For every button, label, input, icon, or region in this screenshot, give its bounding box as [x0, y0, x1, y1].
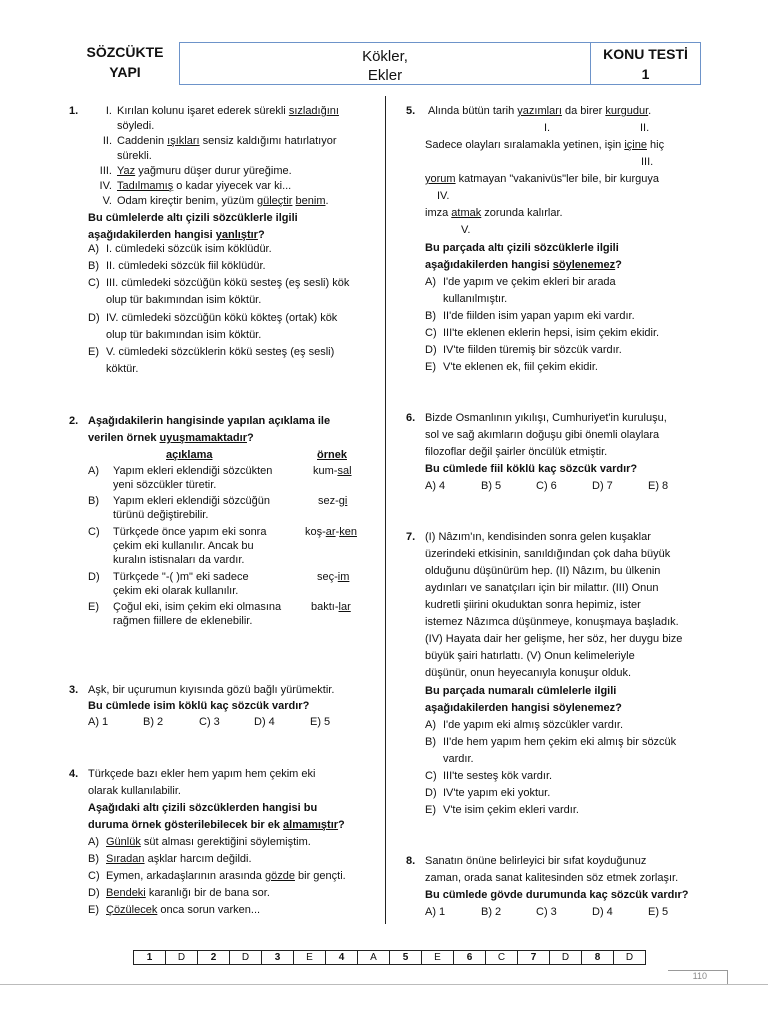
passage-line: aydınları ve sanatçıları için bir milattır. (III) Onun: [425, 582, 659, 594]
answer-key-number: 3: [262, 951, 294, 965]
question-stem: duruma örnek gösterilebilecek bir ek almamıştır?: [88, 819, 345, 831]
question-number: 4.: [69, 768, 79, 780]
question-stem: Bu cümlede fiil köklü kaç sözcük vardır?: [425, 463, 638, 475]
option-a[interactable]: A) I'de yapım ve çekim ekleri bir arada: [425, 276, 616, 288]
option-c[interactable]: C) 3: [199, 716, 220, 728]
underlined-word: Tadılmamış: [117, 180, 174, 192]
row-explanation: çekim eki olarak kullanılır.: [113, 585, 239, 597]
row-key[interactable]: B): [88, 495, 99, 507]
header-topic: [179, 42, 591, 85]
option-e[interactable]: E) 5: [648, 906, 669, 918]
answer-key-table: [133, 950, 646, 965]
header-test-label: [591, 42, 701, 85]
question-number: 5.: [406, 105, 416, 117]
row-explanation: rağmen fiillere de eklenebilir.: [113, 615, 253, 627]
passage-line: Sadece olayları sıralamakla yetinen, işin içine hiç: [425, 139, 665, 151]
option-c[interactable]: C) Eymen, arkadaşlarının arasında gözde bir gençti.: [88, 870, 346, 882]
passage-line: (IV) Hayata dair her gelişme, her söz, her duygu bize: [425, 633, 683, 645]
option-c[interactable]: C) 3: [536, 906, 557, 918]
option-e[interactable]: E) 5: [310, 716, 331, 728]
question-stem: verilen örnek uyuşmamaktadır?: [88, 432, 254, 444]
passage-line: Bizde Osmanlının yıkılışı, Cumhuriyet'in kuruluşu,: [425, 412, 667, 424]
question-text: olarak kullanılabilir.: [88, 785, 181, 797]
underlined-word: Yaz: [117, 165, 136, 177]
option-d[interactable]: D) IV'te fiilden türemiş bir sözcük vardır.: [425, 344, 622, 356]
option-a[interactable]: A) I. cümledeki sözcük isim köklüdür.: [88, 243, 272, 255]
roman-numeral: V.: [102, 195, 112, 207]
column-header-aciklama: açıklama: [166, 449, 213, 461]
option-b[interactable]: B) 5: [481, 480, 502, 492]
underlined-word: ışıkları: [167, 135, 200, 147]
roman-marker: I.: [544, 122, 551, 134]
answer-key-letter: A: [358, 951, 390, 965]
question-stem: Bu cümlelerde altı çizili sözcüklerle ilgili: [88, 212, 298, 224]
option-a[interactable]: A) 4: [425, 480, 446, 492]
option-a[interactable]: A) I'de yapım eki almış sözcükler vardır.: [425, 719, 623, 731]
passage-line: zaman, orada sanat kalitesinden söz etmek zorlaşır.: [425, 872, 679, 884]
answer-key-row: [134, 951, 646, 965]
test-number: 1: [641, 66, 650, 82]
option-e-cont: köktür.: [106, 363, 139, 375]
row-explanation: Türkçede önce yapım eki sonra: [113, 526, 267, 538]
sentence-5: Odam kireçtir benim, yüzüm güleçtir benim.: [117, 195, 329, 207]
option-b-cont: vardır.: [443, 753, 474, 765]
answer-key-number: 6: [454, 951, 486, 965]
sentence-3: Yaz yağmuru düşer durur yüreğime.: [117, 165, 292, 177]
roman-marker: V.: [461, 224, 471, 236]
underlined-word: sızladığını: [288, 105, 339, 117]
roman-marker: II.: [640, 122, 650, 134]
row-explanation: kuralın istisnaları da vardır.: [113, 554, 245, 566]
passage-line: imza atmak zorunda kalırlar.: [425, 207, 563, 219]
underlined-word: güleçtir: [256, 195, 293, 207]
passage-line: Sanatın önüne belirleyici bir sıfat koyduğunuz: [425, 855, 647, 867]
row-explanation: Yapım ekleri eklendiği sözcüğün: [113, 495, 270, 507]
roman-numeral: IV.: [99, 180, 112, 192]
option-d-cont: olup tür bakımından isim köktür.: [106, 329, 262, 341]
answer-key-number: 2: [198, 951, 230, 965]
passage-line: büyük şairi hatırlattı. (V) Onun kelimeleriyle: [425, 650, 635, 662]
question-stem: aşağıdakilerden hangisi söylenemez?: [425, 702, 622, 714]
sentence-2: Caddenin ışıkları sensiz kaldığımı hatırlatıyor: [117, 135, 337, 147]
question-stem: Bu cümlede gövde durumunda kaç sözcük vardır?: [425, 889, 689, 901]
row-key[interactable]: A): [88, 465, 99, 477]
option-e[interactable]: E) V. cümledeki sözcüklerin kökü sesteş (eş sesli): [88, 346, 335, 358]
option-c[interactable]: C) III'te eklenen eklerin hepsi, isim çekim ekidir.: [425, 327, 660, 339]
passage-line: filozoflar değil şairler öncülük etmiştir.: [425, 446, 608, 458]
option-c[interactable]: C) 6: [536, 480, 557, 492]
answer-key-letter: D: [550, 951, 582, 965]
question-stem: Aşağıdaki altı çizili sözcüklerden hangisi bu: [88, 802, 318, 814]
answer-key-letter: E: [294, 951, 326, 965]
passage-line: kudretli şiirini okuduktan sonra hepimiz, ister: [425, 599, 641, 611]
option-d[interactable]: D) IV. cümledeki sözcüğün kökü kökteş (ortak) kök: [88, 312, 338, 324]
subject-line-2: YAPI: [109, 64, 141, 80]
question-stem: Aşağıdakilerin hangisinde yapılan açıklama ile: [88, 415, 331, 427]
roman-numeral: III.: [99, 165, 112, 177]
answer-key-number: 8: [582, 951, 614, 965]
row-explanation: Yapım ekleri eklendiği sözcükten: [113, 465, 273, 477]
column-header-ornek: örnek: [317, 449, 347, 461]
row-example: koş-ar-ken: [305, 526, 357, 538]
row-example: kum-sal: [313, 465, 352, 477]
row-key[interactable]: C): [88, 526, 100, 538]
option-b[interactable]: B) II'de hem yapım hem çekim eki almış bir sözcük: [425, 736, 677, 748]
question-stem: Bu cümlede isim köklü kaç sözcük vardır?: [88, 700, 310, 712]
answer-key-letter: D: [614, 951, 646, 965]
question-stem: aşağıdakilerden hangisi yanlıştır?: [88, 229, 265, 241]
roman-numeral: II.: [102, 135, 112, 147]
sentence-1: Kırılan kolunu işaret ederek sürekli sızladığını: [117, 105, 339, 117]
passage-line: Alında bütün tarih yazımları da birer kurgudur.: [428, 105, 652, 117]
answer-key-number: 4: [326, 951, 358, 965]
question-number: 8.: [406, 855, 416, 867]
option-e[interactable]: E) V'te eklenen ek, fiil çekim ekidir.: [425, 361, 598, 373]
option-b[interactable]: B) 2: [143, 716, 164, 728]
option-e[interactable]: E) 8: [648, 480, 669, 492]
option-a[interactable]: A) 1: [88, 716, 109, 728]
topic-line-1: Kökler,: [362, 48, 408, 65]
answer-key-number: 7: [518, 951, 550, 965]
passage-line: üzerindeki etkisinin, sanıldığından çok daha büyük: [425, 548, 671, 560]
passage-line: yorum katmayan "vakanivüs"ler bile, bir kurguya: [425, 173, 660, 185]
roman-marker: IV.: [437, 190, 450, 202]
row-example: baktı-lar: [311, 601, 351, 613]
question-text: Türkçede bazı ekler hem yapım hem çekim eki: [88, 768, 316, 780]
test-label: KONU TESTİ: [603, 46, 688, 62]
option-d[interactable]: D) IV'te yapım eki yoktur.: [425, 787, 551, 799]
option-c[interactable]: C) III. cümledeki sözcüğün kökü sesteş (eş sesli) kök: [88, 277, 350, 289]
option-c[interactable]: C) III'te sesteş kök vardır.: [425, 770, 553, 782]
row-explanation: Türkçede "-( )m" eki sadece: [113, 571, 249, 583]
passage-line: düşünür, onun heyecanıyla konuşur olduk.: [425, 667, 632, 679]
footer-rule: [0, 984, 768, 985]
underlined-word: benim: [295, 195, 326, 207]
passage-line: sol ve sağ akımların doğuşu gibi önemli olaylara: [425, 429, 660, 441]
row-explanation: çekim eki kullanılır. Ancak bu: [113, 540, 254, 552]
answer-key-letter: D: [230, 951, 262, 965]
roman-numeral: I.: [105, 105, 112, 117]
passage-line: istemez Nâzımca düşünmeye, konuşmaya başladık.: [425, 616, 679, 628]
option-b[interactable]: B) 2: [481, 906, 502, 918]
option-a-cont: kullanılmıştır.: [443, 293, 508, 305]
row-explanation: türünü değiştirebilir.: [113, 509, 209, 521]
roman-marker: III.: [641, 156, 654, 168]
sentence-2-cont: sürekli.: [117, 150, 152, 162]
question-number: 1.: [69, 105, 79, 117]
row-key[interactable]: D): [88, 571, 100, 583]
topic-line-2: Ekler: [367, 67, 403, 84]
option-e[interactable]: E) V'te isim çekim ekleri vardır.: [425, 804, 579, 816]
option-a[interactable]: A) Günlük süt alması gerektiğini söylemiştim.: [88, 836, 311, 848]
question-number: 3.: [69, 684, 79, 696]
passage-line: olduğunu düşünürüm hep. (II) Nâzım, bu ülkenin: [425, 565, 661, 577]
question-number: 7.: [406, 531, 416, 543]
passage-line: (I) Nâzım'ın, kendisinden sonra gelen kuşaklar: [425, 531, 651, 543]
answer-key-letter: D: [166, 951, 198, 965]
sentence-4: Tadılmamış o kadar yiyecek var ki...: [117, 180, 292, 192]
option-b[interactable]: B) Sıradan aşklar harcım değildi.: [88, 853, 252, 865]
row-example: sez-gi: [318, 495, 348, 507]
option-a[interactable]: A) 1: [425, 906, 446, 918]
page-number: 110: [668, 970, 728, 984]
option-e[interactable]: E) Çözülecek onca sorun varken...: [88, 904, 261, 916]
option-c-cont: olup tür bakımından isim köktür.: [106, 294, 262, 306]
row-example: seç-im: [317, 571, 350, 583]
answer-key-number: 1: [134, 951, 166, 965]
answer-key-number: 5: [390, 951, 422, 965]
question-text: Aşk, bir uçurumun kıyısında gözü bağlı yürümektir.: [88, 684, 335, 696]
question-stem: aşağıdakilerden hangisi söylenemez?: [425, 259, 622, 271]
question-number: 2.: [69, 415, 79, 427]
row-key[interactable]: E): [88, 601, 99, 613]
header-subject: [72, 42, 178, 86]
column-divider: [385, 96, 386, 924]
row-explanation: Çoğul eki, isim çekim eki olmasına: [113, 601, 282, 613]
question-number: 6.: [406, 412, 416, 424]
subject-line-1: SÖZCÜKTE: [86, 44, 164, 60]
option-d[interactable]: D) 4: [254, 716, 275, 728]
row-explanation: yeni sözcükler türetir.: [113, 479, 217, 491]
option-b[interactable]: B) II. cümledeki sözcük fiil köklüdür.: [88, 260, 266, 272]
option-d[interactable]: D) Bendeki karanlığı bir de bana sor.: [88, 887, 270, 899]
sentence-1-cont: söyledi.: [117, 120, 155, 132]
option-d[interactable]: D) 7: [592, 480, 613, 492]
option-d[interactable]: D) 4: [592, 906, 613, 918]
answer-key-letter: C: [486, 951, 518, 965]
question-stem: Bu parçada altı çizili sözcüklerle ilgili: [425, 242, 619, 254]
answer-key-letter: E: [422, 951, 454, 965]
question-stem: Bu parçada numaralı cümlelerle ilgili: [425, 685, 617, 697]
option-b[interactable]: B) II'de fiilden isim yapan yapım eki vardır.: [425, 310, 635, 322]
